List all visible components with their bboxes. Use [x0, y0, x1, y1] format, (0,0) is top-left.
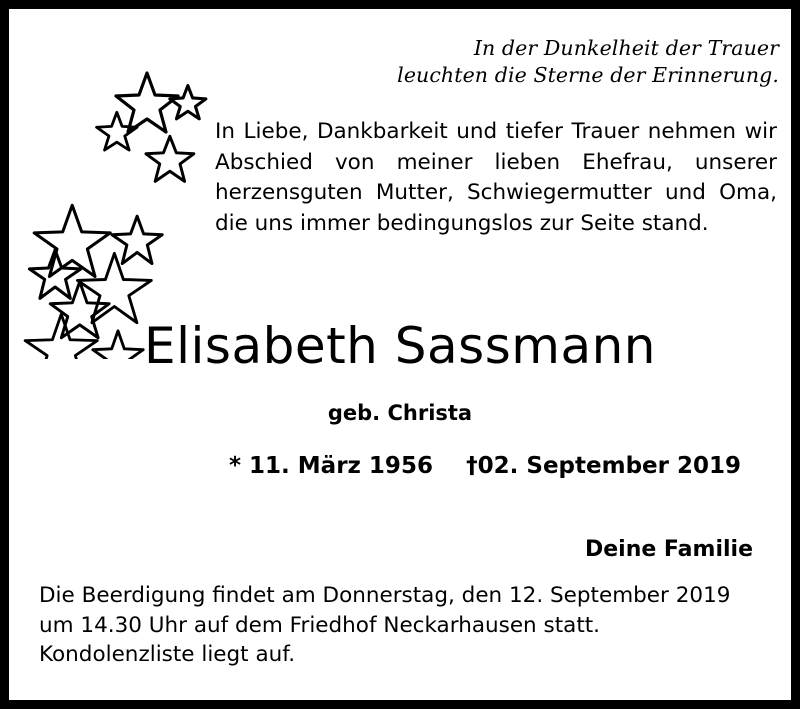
obituary-inner: [9, 9, 791, 700]
intro-paragraph: In Liebe, Dankbarkeit und tiefer Trauer nehmen wir Abschied von meiner lieben Ehefrau, unserer herzensguten Mutter, Schwiegermutter und Oma, die uns immer bedingungslos zur Seite stand.: [215, 119, 777, 236]
death-date: †02. September 2019: [466, 453, 741, 479]
funeral-line-2: um 14.30 Uhr auf dem Friedhof Neckarhausen statt.: [39, 612, 601, 638]
funeral-line-3: Kondolenzliste liegt auf.: [39, 642, 296, 668]
deceased-name: Elisabeth Sassmann: [144, 317, 656, 375]
signature: Deine Familie: [584, 537, 753, 562]
motto: [209, 35, 779, 90]
life-dates: [159, 453, 751, 479]
funeral-details: [39, 581, 761, 670]
funeral-line-1: Die Beerdigung findet am Donnerstag, den 12. September 2019: [39, 583, 731, 608]
motto-line-1: In der Dunkelheit der Trauer: [473, 36, 779, 60]
stars-cluster-icon: [19, 59, 209, 359]
deceased-maiden-name: geb. Christa: [327, 401, 473, 425]
motto-line-2: leuchten die Sterne der Erinnerung.: [397, 63, 779, 88]
birth-date: * 11. März 1956: [229, 453, 433, 479]
